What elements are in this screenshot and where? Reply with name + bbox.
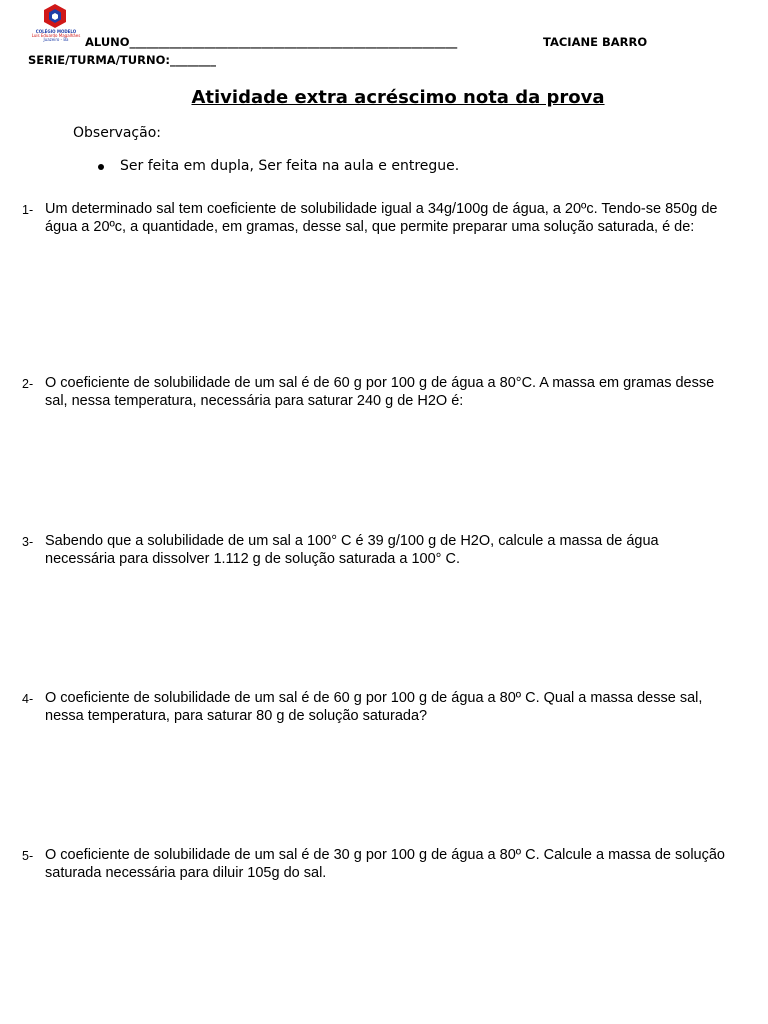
observation-bullet: Ser feita em dupla, Ser feita na aula e entregue.: [120, 158, 460, 174]
page-title: Atividade extra acréscimo nota da prova: [191, 87, 605, 108]
question-number: 3-: [22, 535, 34, 549]
question-number: 5-: [22, 849, 34, 863]
school-logo: [28, 3, 84, 43]
question-text: O coeficiente de solubilidade de um sal é de 60 g por 100 g de água a 80º C. Qual a massa desse sal, nessa temperatura, para saturar 80 g de solução saturada?: [45, 690, 703, 724]
student-name-field: ALUNO_________________________________________________________: [85, 35, 458, 49]
question-number: 1-: [22, 203, 34, 217]
question-number: 4-: [22, 692, 34, 706]
question-text: Sabendo que a solubilidade de um sal a 100° C é 39 g/100 g de H2O, calcule a massa de água necessária para dissolver 1.112 g de solução saturada a 100° C.: [45, 533, 659, 567]
question-text: Um determinado sal tem coeficiente de solubilidade igual a 34g/100g de água, a 20ºc. Tendo-se 850g de água a 20ºc, a quantidade, em gramas, desse sal, que permite preparar uma solução saturada, é de:: [45, 201, 718, 235]
question-text: O coeficiente de solubilidade de um sal é de 60 g por 100 g de água a 80°C. A massa em gramas desse sal, nessa temperatura, necessária para saturar 240 g de H2O é:: [45, 375, 715, 409]
class-info-field: SERIE/TURMA/TURNO:________: [28, 53, 216, 67]
logo-school-name: COLÉGIO MODELO: [35, 29, 77, 34]
bullet-icon: [98, 164, 104, 170]
school-logo-icon: [42, 3, 68, 29]
observation-label: Observação:: [73, 125, 161, 141]
teacher-name: TACIANE BARRO: [543, 35, 648, 49]
question-number: 2-: [22, 377, 34, 391]
logo-school-subname: Luís Eduardo Magalhães: [31, 33, 81, 38]
question-text: O coeficiente de solubilidade de um sal é de 30 g por 100 g de água a 80º C. Calcule a massa de solução saturada necessária para diluir 105g do sal.: [45, 847, 725, 881]
logo-school-city: Juazeiro - Ba: [43, 37, 69, 42]
